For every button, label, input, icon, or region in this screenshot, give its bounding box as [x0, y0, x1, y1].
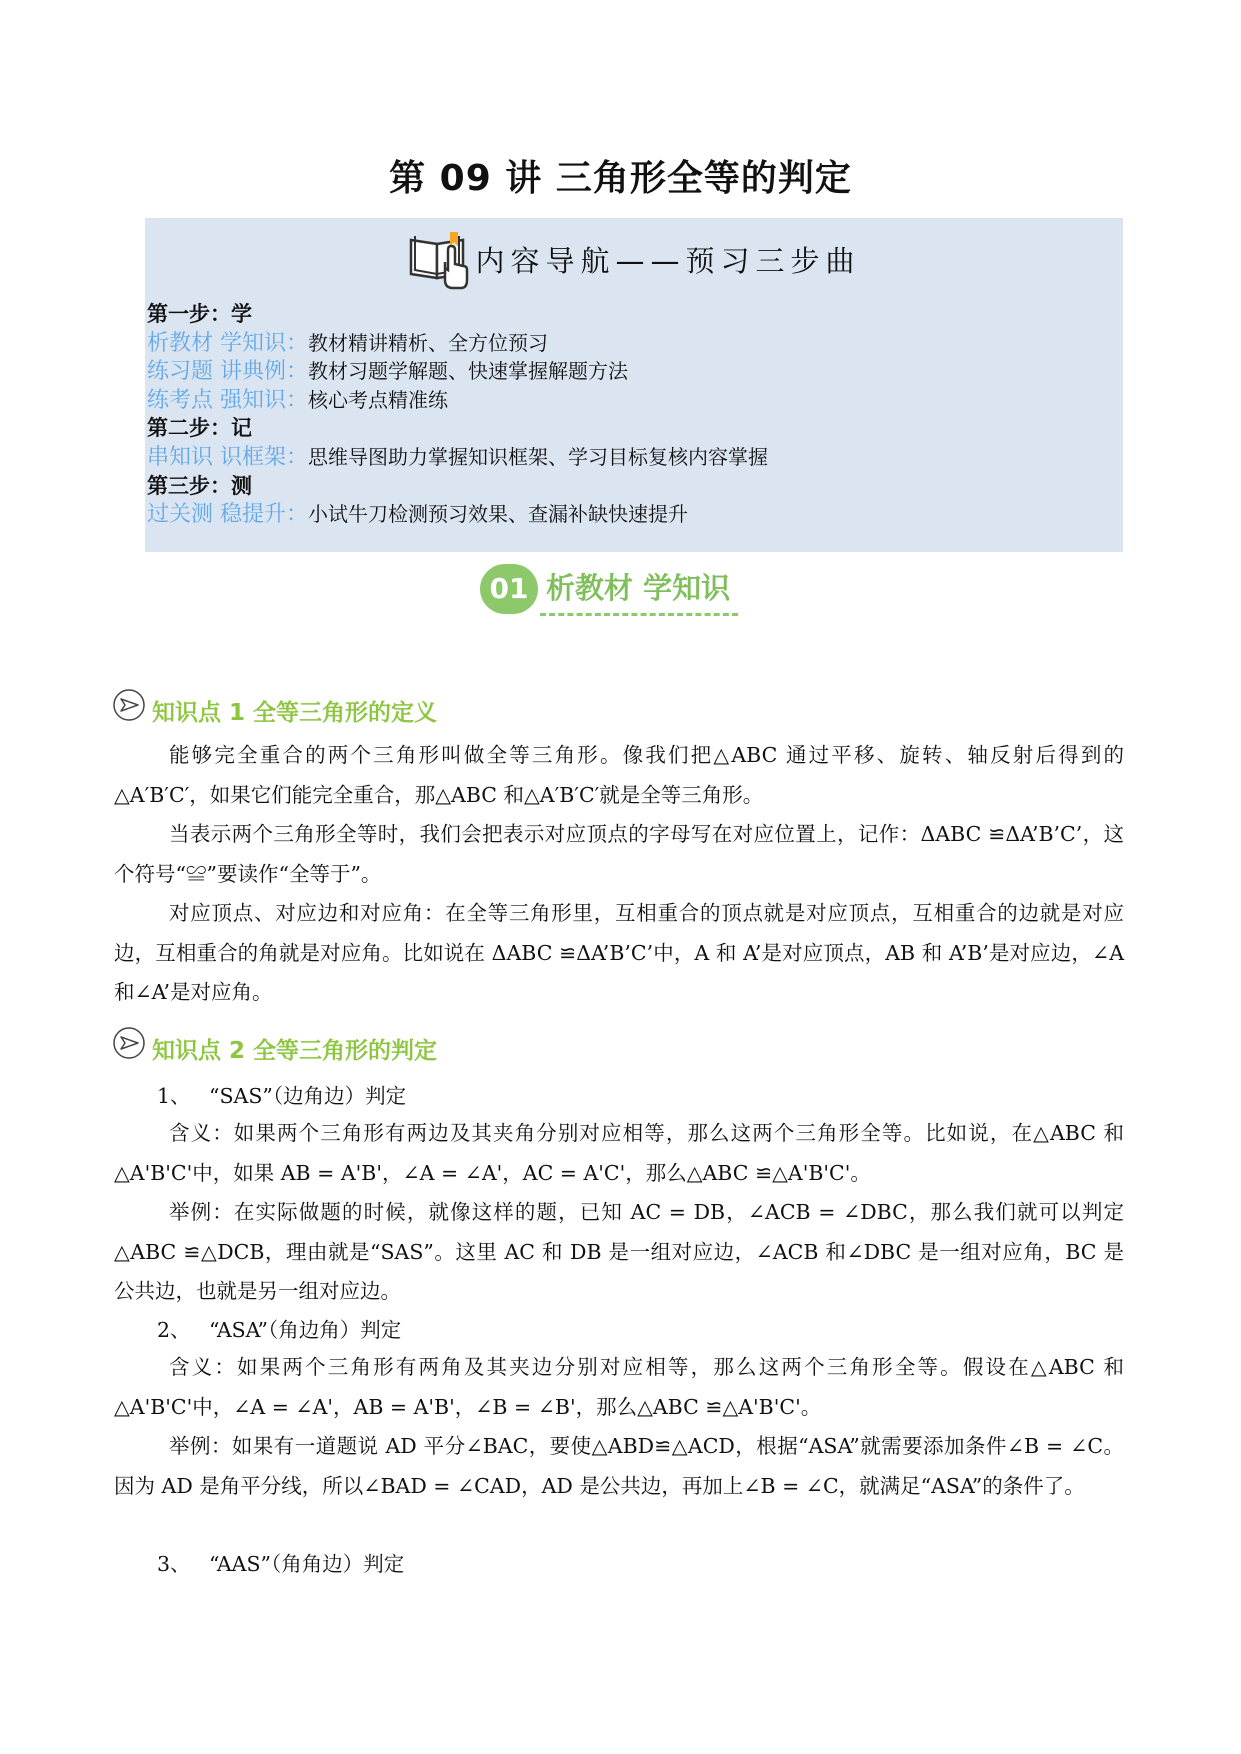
content-navigation-box: [145, 218, 1123, 552]
step-item-label: 析教材 学知识：: [147, 330, 308, 356]
step-item: [147, 386, 768, 415]
step2-heading: 第二步：记: [147, 415, 252, 441]
step-item: [147, 500, 768, 529]
aas-heading: [157, 1545, 404, 1584]
list-number: 2、: [157, 1318, 191, 1342]
step-item-label: 串知识 识框架：: [147, 444, 308, 470]
section-banner: [480, 560, 760, 620]
step-item-label: 练习题 讲典例：: [147, 359, 308, 385]
step3-heading: 第三步：测: [147, 472, 252, 498]
sas-example: 举例：在实际做题的时候，就像这样的题，已知 AC = DB，∠ACB = ∠DBC，那么我们就可以判定△ABC ≌△DCB，理由就是“SAS”。这里 AC 和 DB 是一组对应边，∠ACB 和∠DBC 是一组对应角，BC 是公共边，也就是另一组对应边。: [114, 1200, 1124, 1303]
step-item: [147, 443, 768, 472]
step-item-desc: 教材习题学解题、快速掌握解题方法: [308, 359, 628, 384]
section-title: 析教材 学知识: [546, 571, 731, 605]
section-number-badge: 01: [480, 564, 538, 614]
list-number: 3、: [157, 1552, 191, 1576]
section-dashed-underline: [540, 613, 738, 616]
asa-meaning: 含义：如果两个三角形有两角及其夹边分别对应相等，那么这两个三角形全等。假设在△ABC 和△A'B'C'中，∠A = ∠A'，AB = A'B'，∠B = ∠B'，那么△ABC ≌△A'B'C'。: [114, 1355, 1124, 1419]
arrow-circle-icon: [112, 1026, 146, 1060]
step-item-desc: 教材精讲精析、全方位预习: [308, 330, 548, 355]
arrow-circle-icon: [112, 688, 146, 722]
step1-heading: 第一步：学: [147, 301, 252, 326]
step-item-label: 过关测 稳提升：: [147, 502, 308, 528]
list-number: 1、: [157, 1084, 191, 1108]
nav-title: 内容导航——预习三步曲: [475, 243, 861, 278]
kp1-title: 知识点 1 全等三角形的定义: [152, 700, 438, 726]
list-heading-text: “ASA”（角边角）判定: [209, 1318, 402, 1342]
sas-meaning: 含义：如果两个三角形有两边及其夹角分别对应相等，那么这两个三角形全等。比如说，在△ABC 和△A'B'C'中，如果 AB = A'B'，∠A = ∠A'，AC = A'C'，那么△ABC ≌△A'B'C'。: [114, 1121, 1124, 1185]
step-item-label: 练考点 强知识：: [147, 387, 308, 413]
book-hand-icon: [407, 228, 471, 290]
step-item: [147, 329, 768, 358]
step-item-desc: 小试牛刀检测预习效果、查漏补缺快速提升: [308, 502, 688, 527]
kp1-paragraph: 当表示两个三角形全等时，我们会把表示对应顶点的字母写在对应位置上，记作：ΔABC ≌ΔA’B’C’，这个符号“≌”要读作“全等于”。: [114, 822, 1124, 886]
asa-heading: [157, 1311, 401, 1350]
step-item-desc: 核心考点精准练: [308, 387, 448, 412]
asa-example: 举例：如果有一道题说 AD 平分∠BAC，要使△ABD≌△ACD，根据“ASA”就需要添加条件∠B = ∠C。因为 AD 是角平分线，所以∠BAD = ∠CAD，AD 是公共边，再加上∠B = ∠C，就满足“ASA”的条件了。: [114, 1434, 1124, 1498]
steps-list: [147, 300, 768, 529]
sas-heading: [157, 1077, 406, 1116]
step-item-desc: 思维导图助力掌握知识框架、学习目标复核内容掌握: [308, 444, 768, 469]
kp1-paragraph: 对应顶点、对应边和对应角：在全等三角形里，互相重合的顶点就是对应顶点，互相重合的边就是对应边，互相重合的角就是对应角。比如说在 ΔABC ≌ΔA’B’C’中，A 和 A’是对应顶点，AB 和 A’B’是对应边，∠A 和∠A’是对应角。: [114, 901, 1124, 1004]
nav-header: [145, 226, 1123, 292]
step-item: [147, 357, 768, 386]
list-heading-text: “AAS”（角角边）判定: [209, 1552, 405, 1576]
kp1-paragraph: 能够完全重合的两个三角形叫做全等三角形。像我们把△ABC 通过平移、旋转、轴反射后得到的△A′B′C′，如果它们能完全重合，那△ABC 和△A′B′C′就是全等三角形。: [114, 743, 1124, 807]
list-heading-text: “SAS”（边角边）判定: [209, 1084, 407, 1108]
page-title: 第 09 讲 三角形全等的判定: [389, 158, 852, 199]
kp2-title: 知识点 2 全等三角形的判定: [152, 1038, 438, 1064]
